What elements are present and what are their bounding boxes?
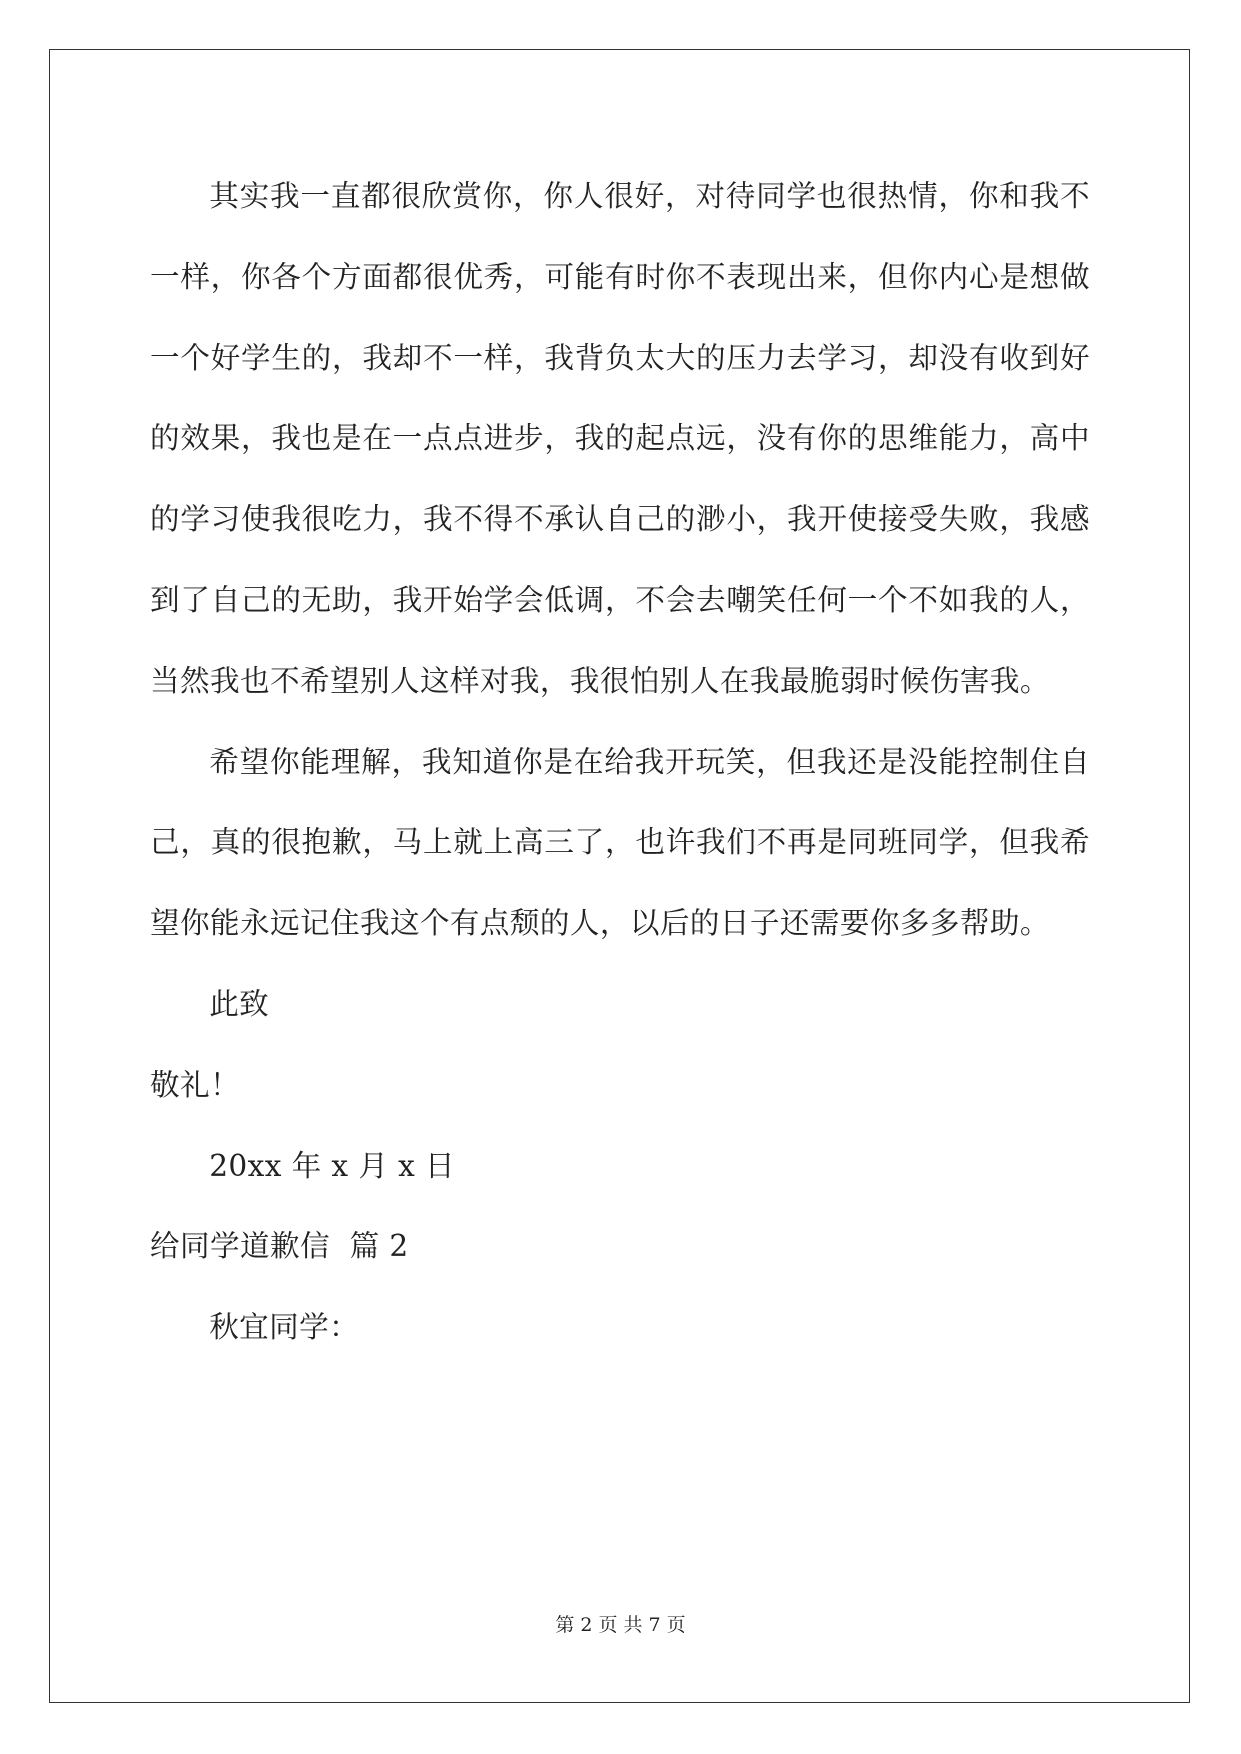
page-number-footer: 第 2 页 共 7 页 <box>555 1614 686 1636</box>
greeting-line: 秋宜同学： <box>209 1310 360 1345</box>
document-body <box>150 156 1090 1368</box>
paragraph-apology: 希望你能理解，我知道你是在给我开玩笑，但我还是没能控制住自己，真的很抱歉，马上就上高三了，也许我们不再是同班同学，但我希望你能永远记住我这个有点颓的人，以后的日子还需要你多多帮助。 <box>150 744 1090 941</box>
section-heading: 给同学道歉信 篇 2 <box>150 1229 409 1264</box>
closing-regards: 敬礼！ <box>150 1067 240 1102</box>
date-line: 20xx 年 x 月 x 日 <box>209 1148 456 1183</box>
paragraph-appreciation: 其实我一直都很欣赏你，你人很好，对待同学也很热情，你和我不一样，你各个方面都很优秀，可能有时你不表现出来，但你内心是想做一个好学生的，我却不一样，我背负太大的压力去学习，却没有收到好的效果，我也是在一点点进步，我的起点远，没有你的思维能力，高中的学习使我很吃力，我不得不承认自己的渺小，我开使接受失败，我感到了自己的无助，我开始学会低调，不会去嘲笑任何一个不如我的人，当然我也不希望别人这样对我，我很怕别人在我最脆弱时候伤害我。 <box>150 179 1090 698</box>
closing-salutation: 此致 <box>209 986 270 1021</box>
